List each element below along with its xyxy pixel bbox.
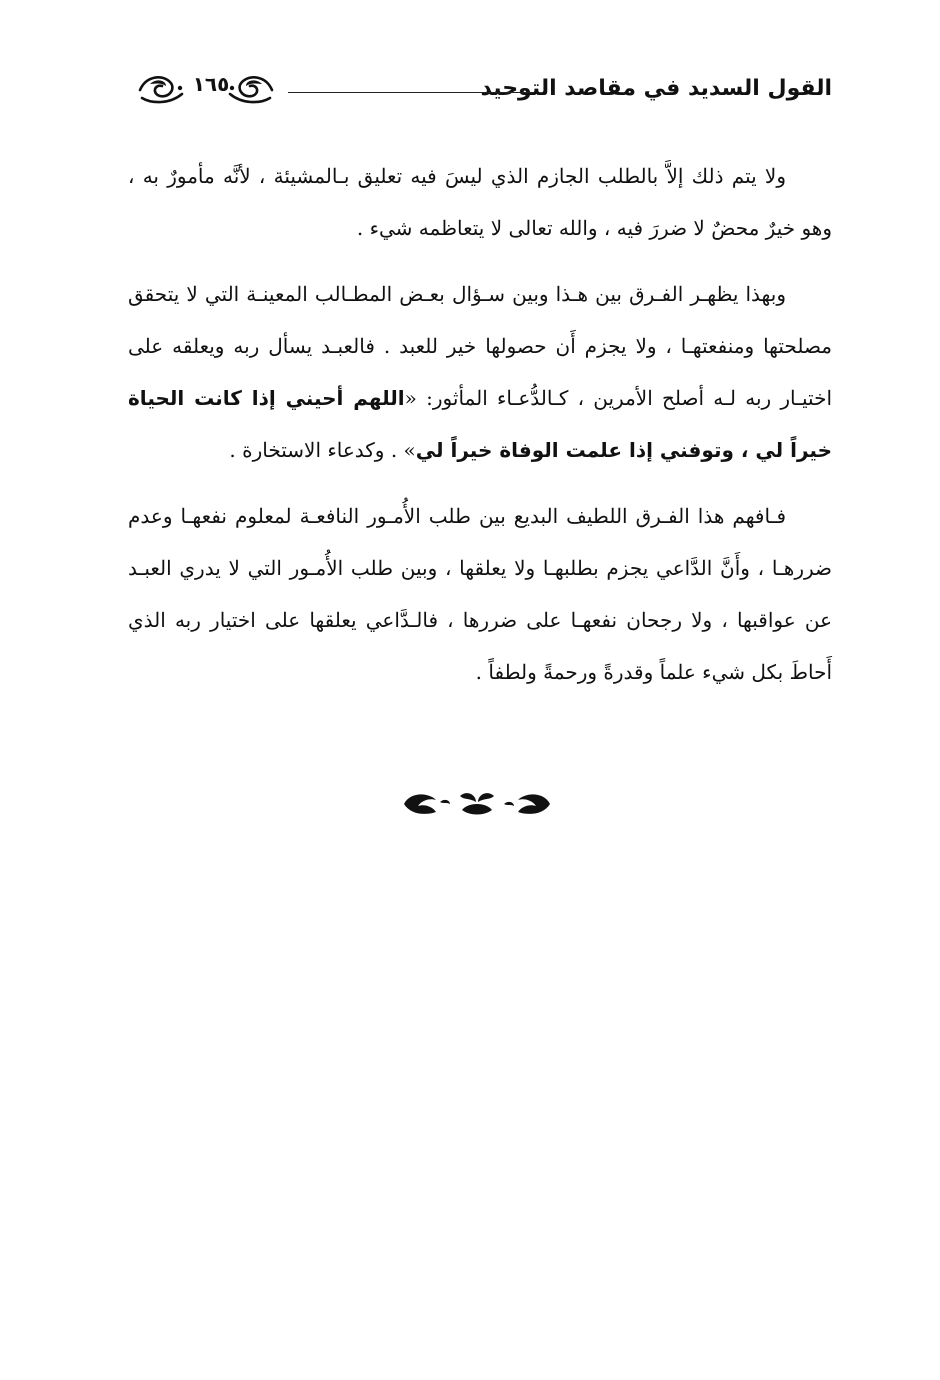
paragraph: [128, 150, 832, 254]
paragraph-text: فـافهم هذا الفـرق اللطيف البديع بين طلب الأُمـور النافعـة لمعلوم نفعهـا وعدم ضررهـا ، وأَنَّ الدَّاعي يجزم بطلبهـا ولا يعلقها ، وبين طلب الأُمـور التي لا يدري العبـد عن عواقبها ، ولا رجحان نفعهـا على ضررها ، فالـدَّاعي يعلقها على اختيار ربه الذي أَحاطَ بكل شيء علماً وقدرةً ورحمةً ولطفاً .: [128, 504, 832, 684]
floral-divider-icon: [400, 788, 554, 818]
page-number: ١٦٥: [192, 72, 230, 96]
paragraph-text: وبهذا يظهـر الفـرق بين هـذا وبين سـؤال بعـض المطـالب المعينـة التي لا يتحقق مصلحتها ومنفعتهـا ، ولا يجزم أَن حصولها خير للعبد . فالعبـد يسأل ربه ويعلقه على اختيـار ربه لـه أصلح الأمرين ، كـالدُّعـاء المأثور: «: [128, 282, 832, 410]
floral-scroll-icon: [136, 68, 276, 108]
paragraph: [128, 268, 832, 476]
page-header: [130, 66, 836, 116]
body-text: [128, 150, 832, 712]
header-rule: [288, 92, 534, 93]
paragraph-text: ولا يتم ذلك إلاَّ بالطلب الجازم الذي ليسَ فيه تعليق بـالمشيئة ، لأنَّه مأمورٌ به ، وهو خيرٌ محضٌ لا ضررَ فيه ، والله تعالى لا يتعاظمه شيء .: [128, 164, 832, 240]
quoted-supplication: اللهم أحيني إذا كانت الحياة خيراً لي ، وتوفني إذا علمت الوفاة خيراً لي: [128, 386, 832, 462]
paragraph: [128, 490, 832, 698]
paragraph-text: » . وكدعاء الاستخارة .: [229, 438, 416, 462]
running-title: القول السديد في مقاصد التوحيد: [480, 76, 832, 101]
